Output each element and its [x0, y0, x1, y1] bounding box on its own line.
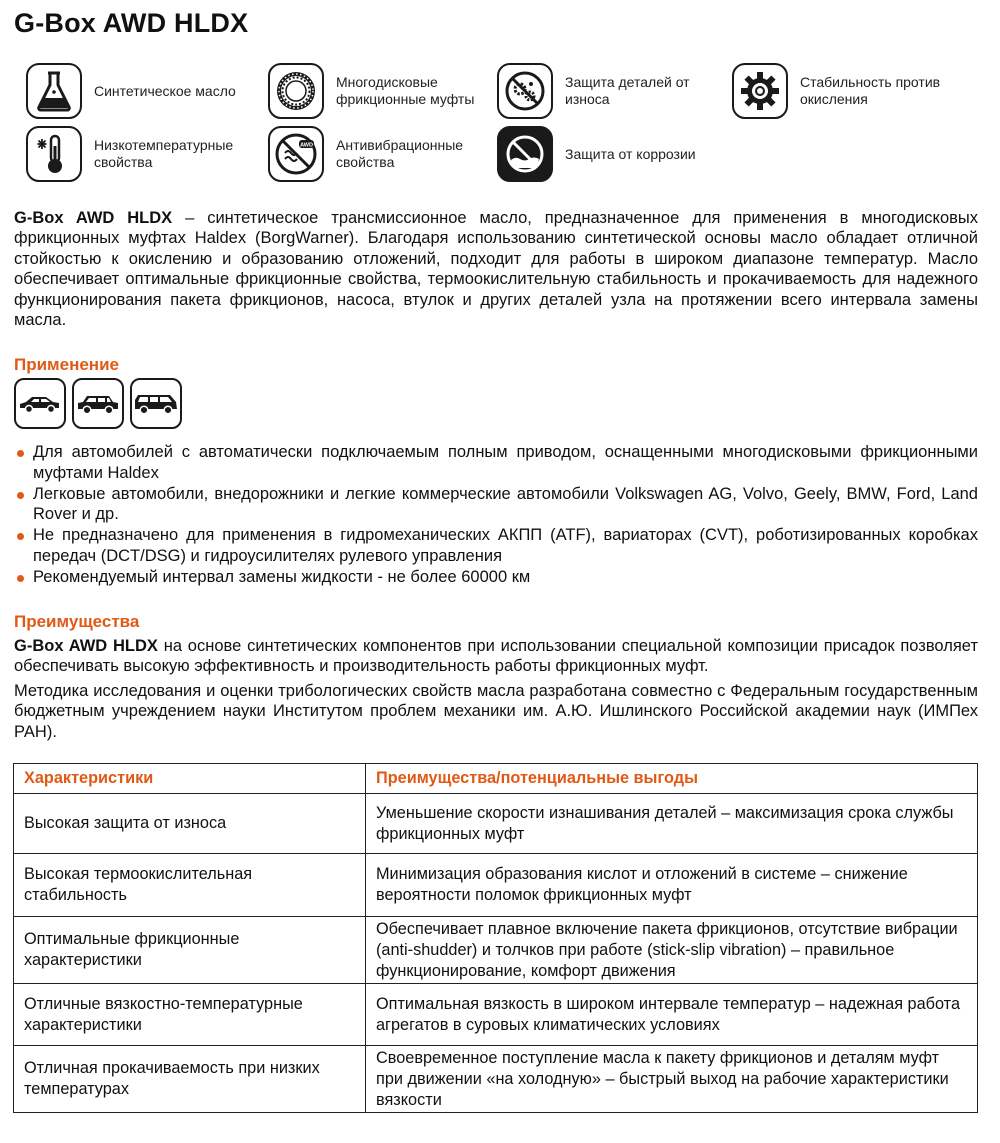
- gear-oxidation-icon: [732, 63, 788, 119]
- advantages-paragraph-1: [14, 636, 978, 677]
- suv-icon: [72, 378, 124, 429]
- table-row: [14, 984, 978, 1046]
- list-item: Рекомендуемый интервал замены жидкости - не более 60000 км: [14, 567, 978, 588]
- table-row: [14, 1046, 978, 1113]
- table-cell: Высокая термоокислительная стабильность: [14, 854, 366, 917]
- table-cell: Обеспечивает плавное включение пакета фрикционов, отсутствие вибрации (anti-shudder) и толчков при работе (stick-slip vibration) – правильное функционирование, комфорт движения: [366, 917, 978, 984]
- advantages-heading: Преимущества: [14, 612, 140, 631]
- page-title: G-Box AWD HLDX: [14, 8, 249, 38]
- feature-label: Защита от коррозии: [565, 145, 696, 162]
- feature-clutch-discs: [268, 63, 486, 119]
- table-cell: Высокая защита от износа: [14, 794, 366, 854]
- clutch-discs-icon: [268, 63, 324, 119]
- corrosion-protection-icon: [497, 126, 553, 182]
- sedan-icon: [14, 378, 66, 429]
- list-item: Для автомобилей с автоматически подключаемым полным приводом, оснащенными многодисковыми фрикционными муфтами Haldex: [14, 442, 978, 484]
- feature-label: Стабильность против окисления: [800, 74, 941, 107]
- table-header: Характеристики: [14, 764, 366, 794]
- feature-synthetic-oil: [26, 63, 236, 119]
- table-cell: Отличная прокачиваемость при низких температурах: [14, 1046, 366, 1113]
- feature-label: Защита деталей от износа: [565, 74, 690, 107]
- feature-oxidation-stability: [732, 63, 960, 119]
- table-cell: Оптимальная вязкость в широком интервале температур – надежная работа агрегатов в суровых климатических условиях: [366, 984, 978, 1046]
- table-row: [14, 794, 978, 854]
- advantages-paragraph-2: Методика исследования и оценки трибологических свойств масла разработана совместно с Федеральным государственным бюджетным учреждением науки Институтом проблем механики им. А.Ю. Ишлинского Российской академии наук (ИМПех РАН).: [14, 682, 978, 741]
- advantages-text: на основе синтетических компонентов при использовании специальной композиции присадок позволяет обеспечивать высокую эффективность и производительность работы фрикционных муфт.: [14, 637, 978, 676]
- table-header-row: [14, 764, 978, 794]
- feature-label: Многодисковые фрикционные муфты: [336, 74, 475, 107]
- feature-label: Синтетическое масло: [94, 82, 236, 99]
- list-item: Не предназначено для применения в гидромеханических АКПП (ATF), вариаторах (CVT), роботизированных коробках передач (DCT/DSG) и гидроусилителях рулевого управления: [14, 525, 978, 567]
- feature-low-temp: [26, 126, 254, 182]
- awd-antivibration-icon: [268, 126, 324, 182]
- application-list: [14, 442, 978, 588]
- feature-antivibration: [268, 126, 486, 182]
- table-row: [14, 854, 978, 917]
- feature-label: Низкотемпературные свойства: [94, 137, 234, 170]
- flask-icon: [26, 63, 82, 119]
- intro-paragraph: [14, 208, 978, 330]
- product-name: G-Box AWD HLDX: [14, 637, 158, 655]
- feature-wear-protection: [497, 63, 705, 119]
- van-icon: [130, 378, 182, 429]
- characteristics-table: [13, 763, 978, 1113]
- table-cell: Отличные вязкостно-температурные характеристики: [14, 984, 366, 1046]
- product-name: G-Box AWD HLDX: [14, 209, 173, 227]
- table-cell: Уменьшение скорости изнашивания деталей – максимизация срока службы фрикционных муфт: [366, 794, 978, 854]
- svg-text:AWD: AWD: [300, 142, 313, 149]
- application-heading: Применение: [14, 355, 119, 374]
- no-wear-gear-icon: [497, 63, 553, 119]
- feature-label: Антивибрационные свойства: [336, 137, 464, 170]
- table-cell: Минимизация образования кислот и отложений в системе – снижение вероятности поломок фрикционных муфт: [366, 854, 978, 917]
- thermometer-snow-icon: [26, 126, 82, 182]
- feature-corrosion: [497, 126, 696, 182]
- table-cell: Оптимальные фрикционные характеристики: [14, 917, 366, 984]
- list-item: Легковые автомобили, внедорожники и легкие коммерческие автомобили Volkswagen AG, Volvo, Geely, BMW, Ford, Land Rover и др.: [14, 484, 978, 526]
- vehicle-icons: [14, 378, 182, 429]
- table-cell: Своевременное поступление масла к пакету фрикционов и деталям муфт при движении «на холодную» – быстрый выход на рабочие характеристики вязкости: [366, 1046, 978, 1113]
- intro-text: – синтетическое трансмиссионное масло, предназначенное для применения в многодисковых фрикционных муфтах Haldex (BorgWarner). Благодаря использованию синтетической основы масло обладает отличной стойкостью к окислению и образованию отложений, подходит для работы в широком диапазоне температур. Масло обеспечивает оптимальные фрикционные свойства, термоокислительную стабильность и прокачиваемость для надежного функционирования пакета фрикционов, насоса, втулок и других деталей узла на протяжении всего интервала замены масла.: [14, 209, 978, 330]
- table-header: Преимущества/потенциальные выгоды: [366, 764, 978, 794]
- table-row: [14, 917, 978, 984]
